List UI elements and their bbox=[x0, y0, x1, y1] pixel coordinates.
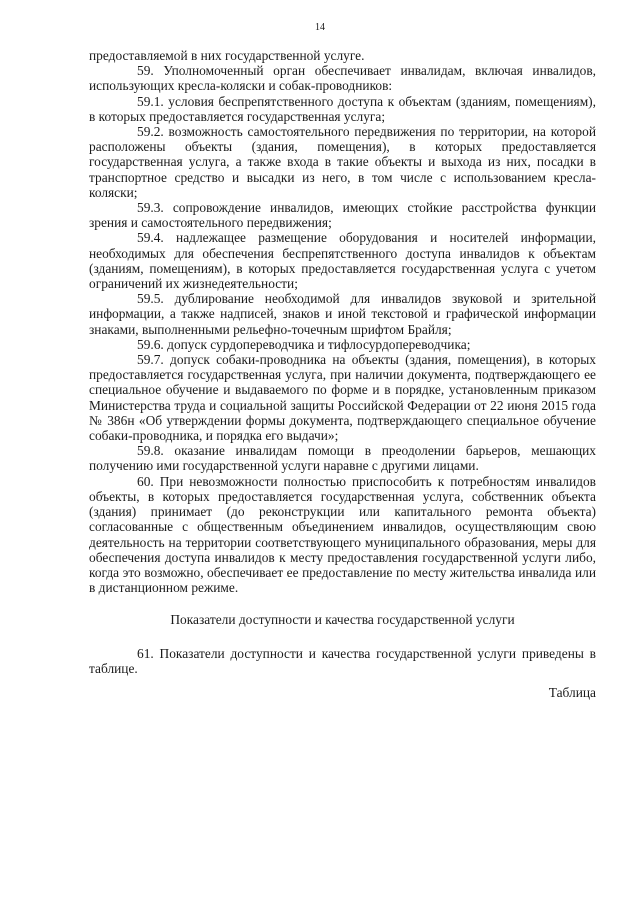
paragraph-59-2: 59.2. возможность самостоятельного передвижения по территории, на которой расположены объекты (здания, помещения), в которых предоставляется государственная услуга, а также входа в такие объекты и выхода из них, посадки в транспортное средство и высадки из него, в том числе с использованием кресла-коляски; bbox=[89, 124, 596, 200]
paragraph-59: 59. Уполномоченный орган обеспечивает инвалидам, включая инвалидов, использующих кресла-коляски и собак-проводников: bbox=[89, 63, 596, 94]
paragraph-61: 61. Показатели доступности и качества государственной услуги приведены в таблице. bbox=[89, 645, 596, 676]
paragraph-59-1: 59.1. условия беспрепятственного доступа к объектам (зданиям, помещениям), в которых предоставляется государственная услуга; bbox=[89, 93, 596, 124]
paragraph-60: 60. При невозможности полностью приспособить к потребностям инвалидов объекты, в которых предоставляется государственная услуга, собственник объекта (здания) принимает (до реконструкции или капитального ремонта объекта) согласованные с общественным объединением инвалидов, осуществляющим свою деятельность на территории соответствующего муниципального образования, меры для обеспечения доступа инвалидов к месту предоставления государственной услуги либо, когда это возможно, обеспечивает ее предоставление по месту жительства инвалида или в дистанционном режиме. bbox=[89, 473, 596, 596]
paragraph-59-3: 59.3. сопровождение инвалидов, имеющих стойкие расстройства функции зрения и самостоятельного передвижения; bbox=[89, 200, 596, 231]
page-number: 14 bbox=[315, 22, 325, 33]
paragraph-59-5: 59.5. дублирование необходимой для инвалидов звуковой и зрительной информации, а также надписей, знаков и иной текстовой и графической информации знаками, выполненными рельефно-точечным шрифтом Брайля; bbox=[89, 291, 596, 337]
paragraph-59-8: 59.8. оказание инвалидам помощи в преодолении барьеров, мешающих получению ими государственной услуги наравне с другими лицами. bbox=[89, 443, 596, 474]
paragraph-59-7: 59.7. допуск собаки-проводника на объекты (здания, помещения), в которых предоставляется государственная услуга, при наличии документа, подтверждающего ее специальное обучение и выдаваемого по форме и в порядке, установленным приказом Министерства труда и социальной защиты Российской Федерации от 22 июня 2015 года № 386н «Об утверждении формы документа, подтверждающего специальное обучение собаки-проводника, и порядка его выдачи»; bbox=[89, 352, 596, 444]
paragraph-59-4: 59.4. надлежащее размещение оборудования и носителей информации, необходимых для обеспечения беспрепятственного доступа инвалидов к объектам (зданиям, помещениям), в которых предоставляется государственная услуга с учетом ограничений их жизнедеятельности; bbox=[89, 230, 596, 292]
table-label: Таблица bbox=[548, 684, 596, 700]
document-body bbox=[89, 48, 596, 700]
paragraph-continuation: предоставляемой в них государственной услуге. bbox=[89, 48, 365, 63]
paragraph-59-6: 59.6. допуск сурдопереводчика и тифлосурдопереводчика; bbox=[137, 336, 471, 352]
section-heading: Показатели доступности и качества государственной услуги bbox=[170, 612, 515, 628]
